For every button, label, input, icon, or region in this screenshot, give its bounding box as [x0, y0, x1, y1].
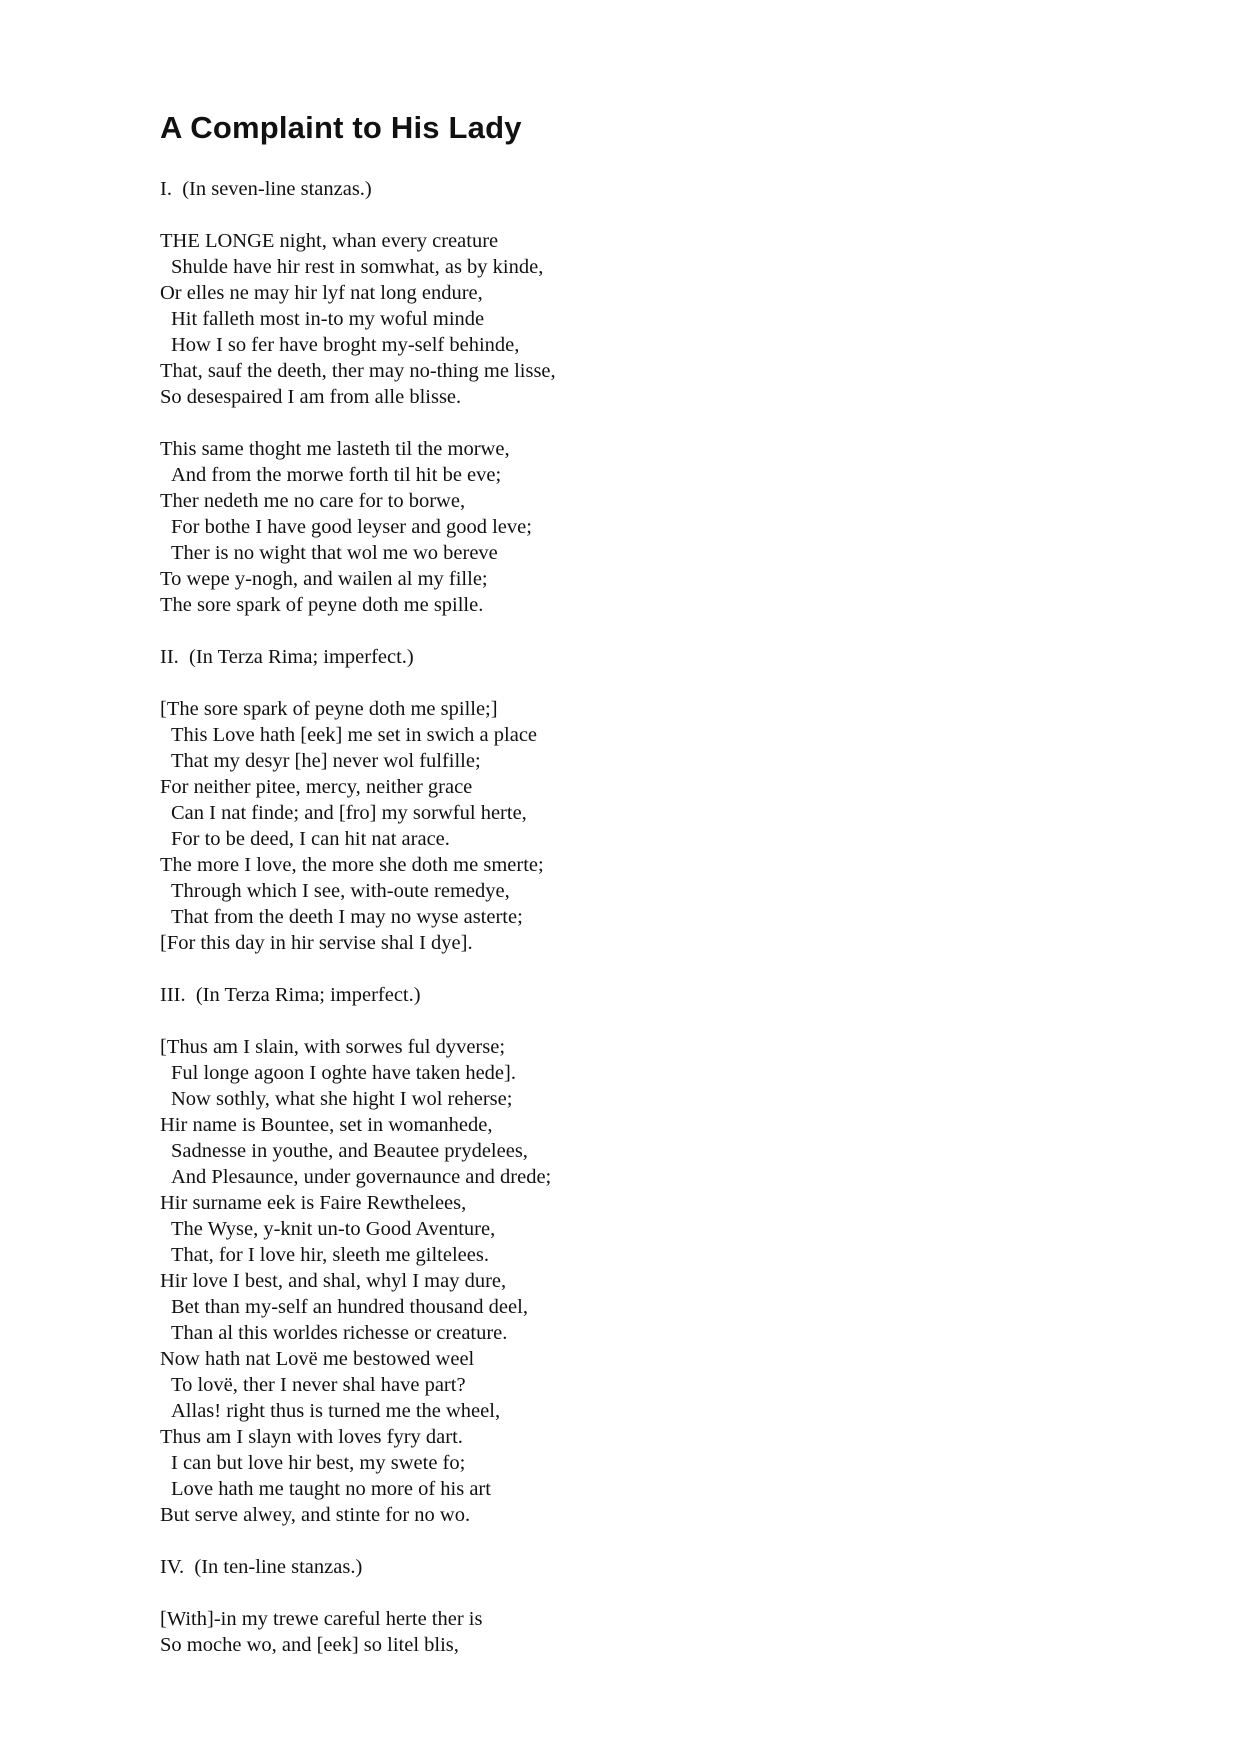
poem-line: So desespaired I am from alle blisse. [160, 386, 462, 408]
section-heading: IV. (In ten-line stanzas.) [160, 1556, 363, 1578]
poem-section [160, 176, 1160, 618]
poem-line: The more I love, the more she doth me smerte; [160, 854, 544, 876]
poem-line: And from the morwe forth til hit be eve; [171, 464, 502, 486]
poem-line: But serve alwey, and stinte for no wo. [160, 1504, 471, 1526]
poem-line: To wepe y-nogh, and wailen al my fille; [160, 568, 488, 590]
poem-line: To lovë, ther I never shal have part? [171, 1374, 466, 1396]
poem-line: Or elles ne may hir lyf nat long endure, [160, 282, 483, 304]
stanza [160, 696, 1160, 956]
poem-line: Love hath me taught no more of his art [171, 1478, 491, 1500]
poem-line: And Plesaunce, under governaunce and drede; [171, 1166, 552, 1188]
poem-line: For bothe I have good leyser and good leve; [171, 516, 532, 538]
poem-line: This Love hath [eek] me set in swich a place [171, 724, 538, 746]
poem-line: Shulde have hir rest in somwhat, as by kinde, [171, 256, 544, 278]
poem-line: [For this day in hir servise shal I dye]. [160, 932, 473, 954]
poem-line: The Wyse, y-knit un-to Good Aventure, [171, 1218, 496, 1240]
poem-line: Allas! right thus is turned me the wheel, [171, 1400, 501, 1422]
poem-line: Through which I see, with-oute remedye, [171, 880, 510, 902]
stanza [160, 436, 1160, 618]
poem-line: Can I nat finde; and [fro] my sorwful herte, [171, 802, 527, 824]
poem-body [160, 176, 1160, 1658]
poem-line: Sadnesse in youthe, and Beautee prydelees, [171, 1140, 528, 1162]
page-title: A Complaint to His Lady [160, 110, 522, 145]
stanza [160, 1606, 1160, 1658]
poem-line: Now sothly, what she hight I wol reherse; [171, 1088, 513, 1110]
poem-line: For to be deed, I can hit nat arace. [171, 828, 450, 850]
stanza [160, 228, 1160, 410]
poem-line: Hit falleth most in-to my woful minde [171, 308, 485, 330]
section-gap [160, 956, 1160, 982]
stanza-gap [160, 202, 1160, 228]
poem-line: Hir surname eek is Faire Rewthelees, [160, 1192, 467, 1214]
poem-line: The sore spark of peyne doth me spille. [160, 594, 484, 616]
poem-section [160, 1554, 1160, 1658]
poem-line: Thus am I slayn with loves fyry dart. [160, 1426, 463, 1448]
poem-line: Than al this worldes richesse or creature. [171, 1322, 508, 1344]
poem-line: I can but love hir best, my swete fo; [171, 1452, 466, 1474]
poem-line: Hir love I best, and shal, whyl I may dure, [160, 1270, 507, 1292]
stanza-gap [160, 1580, 1160, 1606]
poem-line: That from the deeth I may no wyse asterte; [171, 906, 523, 928]
poem-line: Bet than my-self an hundred thousand deel, [171, 1296, 528, 1318]
poem-line: Ther is no wight that wol me wo bereve [171, 542, 498, 564]
poem-section [160, 982, 1160, 1528]
section-gap [160, 618, 1160, 644]
section-heading: III. (In Terza Rima; imperfect.) [160, 984, 421, 1006]
poem-line: THE LONGE night, whan every creature [160, 230, 499, 252]
poem-section [160, 644, 1160, 956]
stanza-gap [160, 670, 1160, 696]
section-gap [160, 1528, 1160, 1554]
poem-line: Ful longe agoon I oghte have taken hede]. [171, 1062, 516, 1084]
poem-line: Ther nedeth me no care for to borwe, [160, 490, 466, 512]
poem-line: That, sauf the deeth, ther may no-thing me lisse, [160, 360, 556, 382]
section-heading: II. (In Terza Rima; imperfect.) [160, 646, 414, 668]
poem-line: [The sore spark of peyne doth me spille;] [160, 698, 498, 720]
poem-line: Now hath nat Lovë me bestowed weel [160, 1348, 475, 1370]
poem-line: How I so fer have broght my-self behinde, [171, 334, 520, 356]
poem-line: That my desyr [he] never wol fulfille; [171, 750, 481, 772]
section-heading: I. (In seven-line stanzas.) [160, 178, 372, 200]
poem-line: [With]-in my trewe careful herte ther is [160, 1608, 483, 1630]
poem-line: That, for I love hir, sleeth me giltelees. [171, 1244, 489, 1266]
poem-line: [Thus am I slain, with sorwes ful dyverse; [160, 1036, 506, 1058]
poem-line: This same thoght me lasteth til the morwe, [160, 438, 510, 460]
stanza-gap [160, 410, 1160, 436]
poem-line: For neither pitee, mercy, neither grace [160, 776, 473, 798]
stanza [160, 1034, 1160, 1528]
poem-line: Hir name is Bountee, set in womanhede, [160, 1114, 493, 1136]
poem-page [160, 108, 1160, 1658]
stanza-gap [160, 1008, 1160, 1034]
poem-line: So moche wo, and [eek] so litel blis, [160, 1634, 459, 1656]
